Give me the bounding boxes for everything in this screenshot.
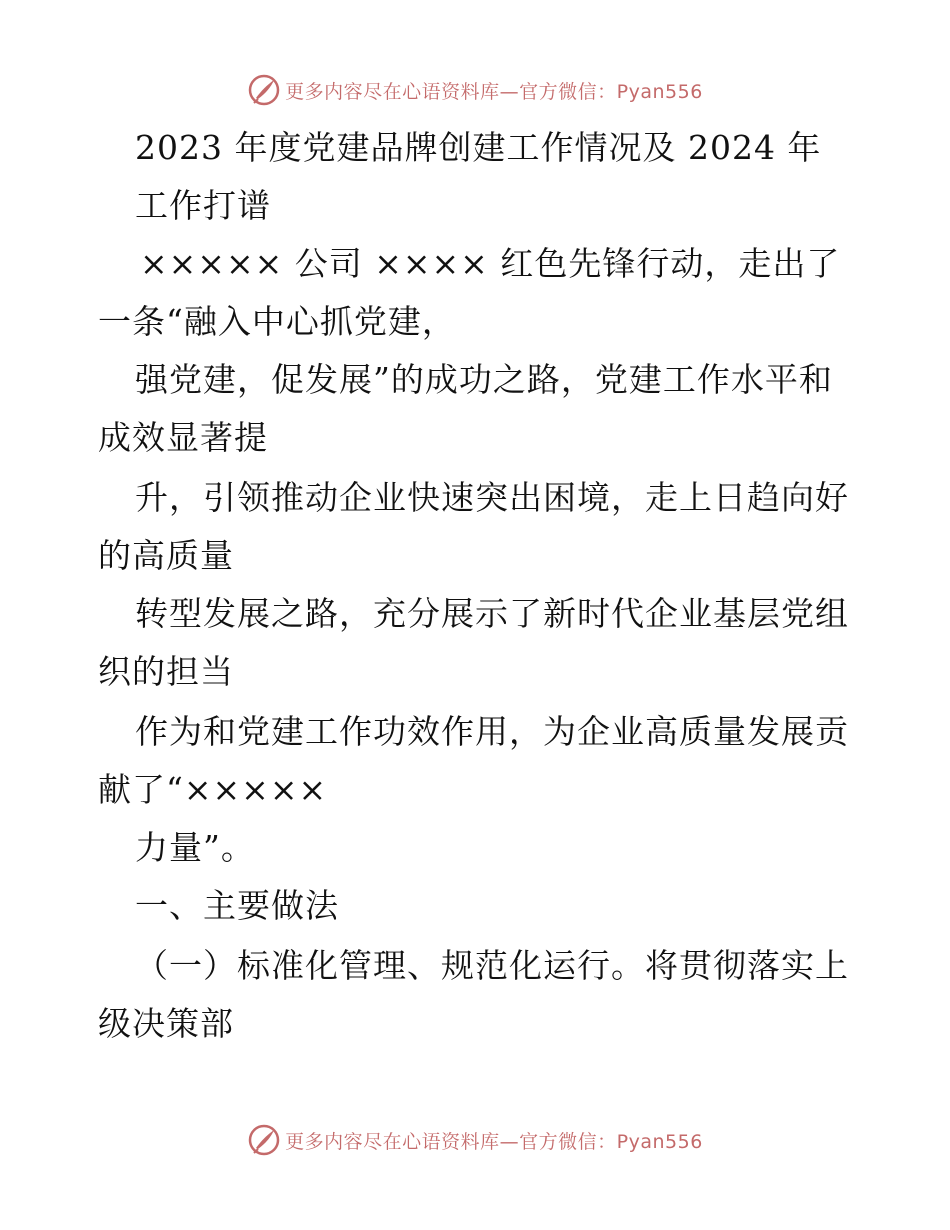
document-title-line-2: 工作打谱 xyxy=(135,186,271,225)
watermark-text: 更多内容尽在心语资料库—官方微信：Pyan556 xyxy=(285,1130,703,1153)
paragraph-line: 作为和党建工作功效作用，为企业高质量发展贡 xyxy=(135,712,849,751)
header-watermark xyxy=(0,70,950,110)
paragraph-line: 强党建，促发展”的成功之路，党建工作水平和 xyxy=(135,360,833,399)
paragraph-line: 成效显著提 xyxy=(98,418,268,457)
paragraph-line: 一条“融入中心抓党建， xyxy=(98,302,456,341)
paragraph-line: 献了“××××× xyxy=(98,770,328,809)
subsection-line-1: （一）标准化管理、规范化运行。将贯彻落实上 xyxy=(135,946,849,985)
feather-pen-logo-icon xyxy=(247,73,281,107)
paragraph-line: 织的担当 xyxy=(98,652,234,691)
document-title-line-1: 2023 年度党建品牌创建工作情况及 2024 年 xyxy=(135,128,822,167)
section-heading: 一、主要做法 xyxy=(135,886,339,925)
paragraph-line: 的高质量 xyxy=(98,536,234,575)
paragraph-line: 转型发展之路，充分展示了新时代企业基层党组 xyxy=(135,594,849,633)
feather-pen-logo-icon xyxy=(247,1123,281,1157)
paragraph-line: ××××× 公司 ×××× 红色先锋行动，走出了 xyxy=(140,244,841,283)
watermark-text: 更多内容尽在心语资料库—官方微信：Pyan556 xyxy=(285,80,703,103)
paragraph-line: 升，引领推动企业快速突出困境，走上日趋向好 xyxy=(135,478,849,517)
subsection-line-2: 级决策部 xyxy=(98,1004,234,1043)
footer-watermark xyxy=(0,1120,950,1160)
paragraph-line: 力量”。 xyxy=(135,828,255,867)
